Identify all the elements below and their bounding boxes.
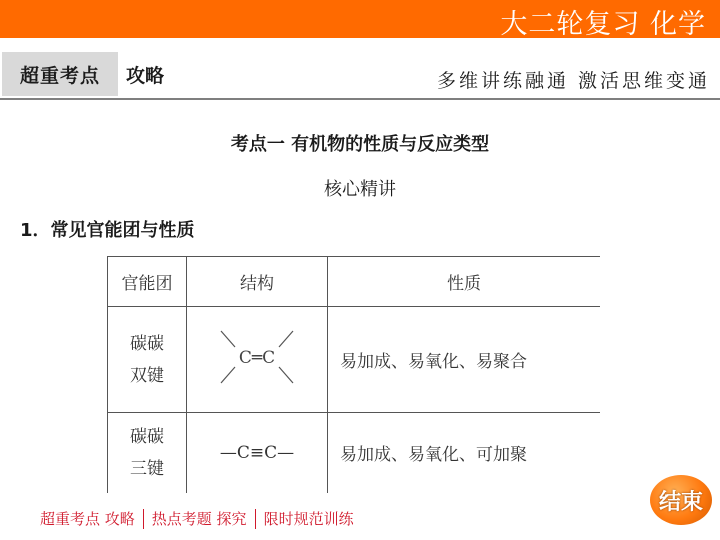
footer-separator — [143, 509, 144, 529]
structure-cell — [187, 307, 328, 413]
group-name-line1: 碳碳 — [130, 333, 164, 354]
divider — [0, 98, 720, 100]
group-name-line2: 三键 — [130, 458, 164, 479]
properties-text: 易加成、易氧化、可加聚 — [340, 445, 527, 466]
properties-text: 易加成、易氧化、易聚合 — [340, 352, 527, 372]
tagline: 多维讲练融通 激活思维变通 — [436, 70, 710, 92]
footer-link-hot-topics[interactable]: 热点考题 探究 — [151, 510, 247, 528]
structure-formula: C═C — [238, 348, 276, 368]
group-name-cell — [108, 307, 187, 413]
tab-key-points[interactable]: 超重考点 — [2, 52, 118, 96]
footer-link-timed-training[interactable]: 限时规范训练 — [263, 510, 354, 528]
subtopic-heading: 核心精讲 — [324, 179, 396, 200]
table-row — [108, 307, 601, 413]
group-name-line2: 双键 — [130, 365, 164, 386]
group-name-cell — [108, 413, 187, 493]
table-header-row — [108, 257, 601, 307]
end-button[interactable]: 结束 — [650, 475, 712, 525]
section-tab-row — [0, 52, 720, 98]
structure-cell — [187, 413, 328, 493]
section-title: 1．常见官能团与性质 — [20, 220, 195, 241]
structure-formula: —C≡C— — [219, 442, 295, 463]
footer-navigation — [40, 508, 354, 529]
header-structure: 结构 — [187, 257, 328, 307]
header-properties: 性质 — [328, 257, 601, 307]
properties-cell — [328, 413, 601, 493]
topic-heading: 考点一 有机物的性质与反应类型 — [230, 134, 490, 155]
footer-link-key-points[interactable]: 超重考点 攻略 — [40, 510, 135, 528]
footer-separator — [255, 509, 256, 529]
top-banner — [0, 0, 720, 38]
header-functional-group: 官能团 — [108, 257, 187, 307]
functional-group-table — [107, 256, 600, 493]
properties-cell — [328, 307, 601, 413]
group-name-line1: 碳碳 — [130, 426, 164, 447]
table-row — [108, 413, 601, 493]
double-bond-structure-diagram — [187, 307, 327, 407]
tab-strategy[interactable]: 攻略 — [126, 64, 165, 87]
course-title: 大二轮复习 化学 — [500, 9, 706, 40]
